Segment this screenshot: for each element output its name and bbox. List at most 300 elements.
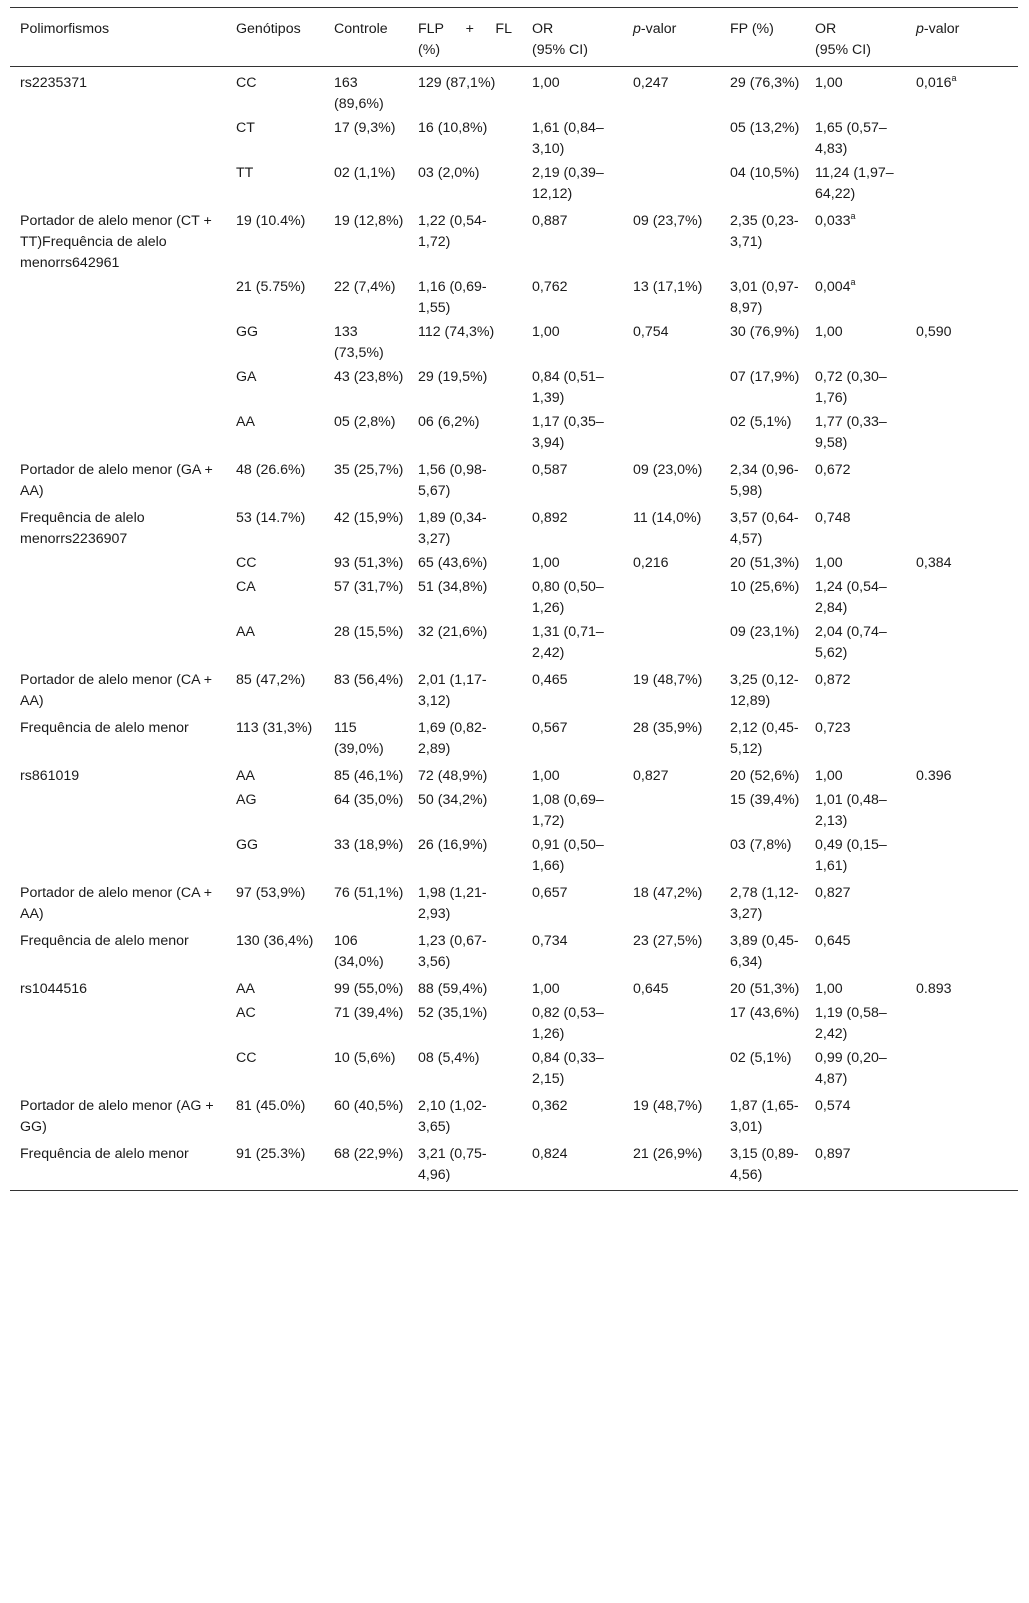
- cell-text: 1,24 (0,54–2,84): [815, 579, 887, 616]
- cell-text: 0,672: [815, 462, 851, 478]
- fp-cell: [720, 1090, 805, 1138]
- p-valor-cell: [623, 550, 720, 574]
- or-cell: [522, 409, 623, 454]
- cell-text: 04 (10,5%): [730, 165, 800, 181]
- cell-text: 11,24 (1,97–64,22): [815, 165, 894, 202]
- cell-text: 13 (17,1%): [633, 279, 703, 295]
- p-valor-cell: [623, 1045, 720, 1090]
- polimorfismo-cell: [10, 574, 226, 619]
- cell-text: 42 (15,9%): [334, 510, 404, 526]
- footnote-marker: a: [850, 211, 856, 221]
- controle-cell: [324, 409, 408, 454]
- cell-text: 0,872: [815, 672, 851, 688]
- table-row: [10, 205, 1018, 274]
- or-cell: [522, 712, 623, 760]
- cell-text: 06 (6,2%): [418, 414, 480, 430]
- p-valor-fp-cell: [906, 1138, 1018, 1191]
- cell-text: 1,01 (0,48–2,13): [815, 792, 887, 829]
- or-cell: [522, 664, 623, 712]
- cell-text: 1,77 (0,33–9,58): [815, 414, 887, 451]
- flp-cell: [408, 619, 522, 664]
- cell-text: 60 (40,5%): [334, 1098, 404, 1114]
- cell-text: CC: [236, 1050, 257, 1066]
- fp-cell: [720, 550, 805, 574]
- cell-text: 1,00: [815, 768, 843, 784]
- or-fp-cell: [805, 787, 906, 832]
- cell-text: TT: [236, 165, 254, 181]
- flp-cell: [408, 832, 522, 877]
- p-valor-cell: [623, 619, 720, 664]
- cell-text: 02 (1,1%): [334, 165, 396, 181]
- cell-text: 0,762: [532, 279, 568, 295]
- or-cell: [522, 550, 623, 574]
- cell-text: 02 (5,1%): [730, 414, 792, 430]
- cell-text: rs861019: [20, 768, 80, 784]
- cell-text: Portador de alelo menor (AG + GG): [20, 1098, 214, 1135]
- cell-text: 05 (2,8%): [334, 414, 396, 430]
- cell-text: 23 (27,5%): [633, 933, 703, 949]
- fp-cell: [720, 502, 805, 550]
- p-valor-cell: [623, 877, 720, 925]
- or-fp-cell: [805, 712, 906, 760]
- header-p2-italic: p: [916, 21, 924, 37]
- controle-cell: [324, 205, 408, 274]
- table-row: [10, 364, 1018, 409]
- cell-text: 16 (10,8%): [418, 120, 488, 136]
- or-fp-cell: [805, 550, 906, 574]
- table-body: [10, 67, 1018, 1191]
- polimorfismo-cell: [10, 1000, 226, 1045]
- cell-text: rs1044516: [20, 981, 88, 997]
- cell-text: 2,35 (0,23-3,71): [730, 213, 799, 250]
- flp-cell: [408, 67, 522, 116]
- cell-text: 0,567: [532, 720, 568, 736]
- controle-cell: [324, 574, 408, 619]
- table-row: [10, 973, 1018, 1000]
- polimorfismo-cell: [10, 973, 226, 1000]
- cell-text: 26 (16,9%): [418, 837, 488, 853]
- genotipo-cell: [226, 67, 324, 116]
- polimorfismo-cell: [10, 1045, 226, 1090]
- table-row: [10, 1090, 1018, 1138]
- polimorfismo-cell: [10, 160, 226, 205]
- p-valor-fp-cell: [906, 877, 1018, 925]
- header-or-2-a: OR: [815, 21, 837, 37]
- cell-text: 20 (51,3%): [730, 555, 800, 571]
- cell-text: 0,587: [532, 462, 568, 478]
- or-fp-cell: [805, 454, 906, 502]
- table-row: [10, 502, 1018, 550]
- or-fp-cell: [805, 160, 906, 205]
- or-fp-cell: [805, 619, 906, 664]
- cell-text: 0,99 (0,20–4,87): [815, 1050, 887, 1087]
- p-valor-fp-cell: [906, 160, 1018, 205]
- flp-cell: [408, 454, 522, 502]
- or-fp-cell: [805, 67, 906, 116]
- header-p2-rest: -valor: [923, 21, 960, 37]
- cell-text: 0,362: [532, 1098, 568, 1114]
- p-valor-cell: [623, 973, 720, 1000]
- or-cell: [522, 574, 623, 619]
- cell-text: GG: [236, 837, 259, 853]
- p-valor-cell: [623, 760, 720, 787]
- fp-cell: [720, 925, 805, 973]
- or-fp-cell: [805, 664, 906, 712]
- fp-cell: [720, 205, 805, 274]
- or-fp-cell: [805, 877, 906, 925]
- cell-text: 07 (17,9%): [730, 369, 800, 385]
- cell-text: GG: [236, 324, 259, 340]
- controle-cell: [324, 877, 408, 925]
- table-row: [10, 664, 1018, 712]
- controle-cell: [324, 712, 408, 760]
- p-valor-fp-cell: [906, 574, 1018, 619]
- p-valor-fp-cell: [906, 973, 1018, 1000]
- polimorfismo-cell: [10, 550, 226, 574]
- fp-cell: [720, 664, 805, 712]
- or-cell: [522, 1138, 623, 1191]
- or-fp-cell: [805, 574, 906, 619]
- flp-cell: [408, 664, 522, 712]
- cell-text: 02 (5,1%): [730, 1050, 792, 1066]
- cell-text: 3,01 (0,97-8,97): [730, 279, 799, 316]
- cell-text: 1,00: [532, 555, 560, 571]
- header-or-1-a: OR: [532, 21, 554, 37]
- p-valor-cell: [623, 925, 720, 973]
- cell-text: 83 (56,4%): [334, 672, 404, 688]
- header-flp-pct: (%): [418, 42, 441, 58]
- cell-text: 0,754: [633, 324, 669, 340]
- polimorfismo-cell: [10, 1138, 226, 1191]
- cell-text: 2,78 (1,12-3,27): [730, 885, 799, 922]
- cell-text: 1,87 (1,65-3,01): [730, 1098, 799, 1135]
- cell-text: 0,384: [916, 555, 952, 571]
- or-cell: [522, 1000, 623, 1045]
- cell-text: 65 (43,6%): [418, 555, 488, 571]
- controle-cell: [324, 925, 408, 973]
- cell-text: AG: [236, 792, 257, 808]
- genotipo-cell: [226, 1000, 324, 1045]
- table-row: [10, 760, 1018, 787]
- footnote-marker: a: [850, 277, 856, 287]
- cell-text: 08 (5,4%): [418, 1050, 480, 1066]
- cell-text: 09 (23,7%): [633, 213, 703, 229]
- cell-text: 1,00: [532, 768, 560, 784]
- cell-text: 1,00: [815, 324, 843, 340]
- cell-text: 76 (51,1%): [334, 885, 404, 901]
- p-valor-cell: [623, 205, 720, 274]
- cell-text: AA: [236, 414, 255, 430]
- flp-cell: [408, 1090, 522, 1138]
- header-or-2: [805, 8, 906, 67]
- cell-text: 28 (35,9%): [633, 720, 703, 736]
- cell-text: 18 (47,2%): [633, 885, 703, 901]
- p-valor-cell: [623, 364, 720, 409]
- flp-cell: [408, 274, 522, 319]
- cell-text: 2,34 (0,96-5,98): [730, 462, 799, 499]
- cell-text: 1,19 (0,58–2,42): [815, 1005, 887, 1042]
- or-fp-cell: [805, 1138, 906, 1191]
- cell-text: 35 (25,7%): [334, 462, 404, 478]
- cell-text: 2,12 (0,45-5,12): [730, 720, 799, 757]
- cell-text: 0,033: [815, 213, 851, 229]
- fp-cell: [720, 115, 805, 160]
- fp-cell: [720, 454, 805, 502]
- cell-text: AA: [236, 981, 255, 997]
- genotipo-cell: [226, 787, 324, 832]
- cell-text: 0,897: [815, 1146, 851, 1162]
- cell-text: 3,21 (0,75-4,96): [418, 1146, 487, 1183]
- polimorfismo-cell: [10, 205, 226, 274]
- table-row: [10, 925, 1018, 973]
- cell-text: 1,00: [815, 981, 843, 997]
- table-row: [10, 160, 1018, 205]
- cell-text: 1,23 (0,67-3,56): [418, 933, 487, 970]
- or-cell: [522, 787, 623, 832]
- controle-cell: [324, 787, 408, 832]
- genotipo-cell: [226, 550, 324, 574]
- polimorfismo-cell: [10, 619, 226, 664]
- or-fp-cell: [805, 1090, 906, 1138]
- fp-cell: [720, 574, 805, 619]
- or-cell: [522, 364, 623, 409]
- cell-text: 1,98 (1,21-2,93): [418, 885, 487, 922]
- cell-text: 09 (23,0%): [633, 462, 703, 478]
- cell-text: 11 (14,0%): [633, 510, 702, 526]
- p-valor-cell: [623, 664, 720, 712]
- cell-text: 0,016: [916, 75, 952, 91]
- genotipo-cell: [226, 409, 324, 454]
- cell-text: 30 (76,9%): [730, 324, 800, 340]
- cell-text: 91 (25.3%): [236, 1146, 306, 1162]
- controle-cell: [324, 364, 408, 409]
- cell-text: AA: [236, 768, 255, 784]
- table-row: [10, 67, 1018, 116]
- or-cell: [522, 67, 623, 116]
- cell-text: 72 (48,9%): [418, 768, 488, 784]
- cell-text: 0,827: [815, 885, 851, 901]
- p-valor-cell: [623, 1000, 720, 1045]
- cell-text: 0,72 (0,30–1,76): [815, 369, 887, 406]
- or-cell: [522, 973, 623, 1000]
- cell-text: 1,00: [815, 555, 843, 571]
- table-row: [10, 409, 1018, 454]
- genotipo-cell: [226, 664, 324, 712]
- polimorfismo-cell: [10, 787, 226, 832]
- or-fp-cell: [805, 760, 906, 787]
- cell-text: 17 (43,6%): [730, 1005, 800, 1021]
- p-valor-fp-cell: [906, 712, 1018, 760]
- controle-cell: [324, 160, 408, 205]
- cell-text: 115 (39,0%): [334, 720, 384, 757]
- polimorfismo-cell: [10, 877, 226, 925]
- polymorphism-table: [10, 7, 1018, 1191]
- controle-cell: [324, 115, 408, 160]
- fp-cell: [720, 409, 805, 454]
- genotipo-cell: [226, 205, 324, 274]
- cell-text: 33 (18,9%): [334, 837, 404, 853]
- cell-text: 130 (36,4%): [236, 933, 314, 949]
- fp-cell: [720, 832, 805, 877]
- or-cell: [522, 1045, 623, 1090]
- p-valor-fp-cell: [906, 115, 1018, 160]
- cell-text: 43 (23,8%): [334, 369, 404, 385]
- cell-text: 0,84 (0,51–1,39): [532, 369, 604, 406]
- header-p-valor-2: [906, 8, 1018, 67]
- cell-text: 1,89 (0,34-3,27): [418, 510, 487, 547]
- controle-cell: [324, 319, 408, 364]
- cell-text: 48 (26.6%): [236, 462, 306, 478]
- header-flp-a: FLP: [418, 21, 445, 37]
- header-p1-italic: p: [633, 21, 641, 37]
- header-or-1: [522, 8, 623, 67]
- genotipo-cell: [226, 1045, 324, 1090]
- cell-text: AA: [236, 624, 255, 640]
- table-row: [10, 574, 1018, 619]
- cell-text: Frequência de alelo menor: [20, 720, 189, 736]
- p-valor-fp-cell: [906, 274, 1018, 319]
- header-flp-plus: +: [465, 21, 474, 37]
- table-row: [10, 1045, 1018, 1090]
- or-fp-cell: [805, 205, 906, 274]
- or-fp-cell: [805, 832, 906, 877]
- or-cell: [522, 115, 623, 160]
- flp-cell: [408, 319, 522, 364]
- table-row: [10, 550, 1018, 574]
- flp-cell: [408, 364, 522, 409]
- cell-text: 99 (55,0%): [334, 981, 404, 997]
- p-valor-fp-cell: [906, 409, 1018, 454]
- cell-text: 2,01 (1,17-3,12): [418, 672, 487, 709]
- fp-cell: [720, 67, 805, 116]
- cell-text: 1,16 (0,69-1,55): [418, 279, 487, 316]
- p-valor-fp-cell: [906, 502, 1018, 550]
- controle-cell: [324, 502, 408, 550]
- p-valor-cell: [623, 319, 720, 364]
- genotipo-cell: [226, 1090, 324, 1138]
- cell-text: 1,00: [532, 75, 560, 91]
- cell-text: 29 (19,5%): [418, 369, 488, 385]
- controle-cell: [324, 1090, 408, 1138]
- cell-text: 05 (13,2%): [730, 120, 800, 136]
- controle-cell: [324, 1138, 408, 1191]
- controle-cell: [324, 832, 408, 877]
- table-row: [10, 832, 1018, 877]
- fp-cell: [720, 364, 805, 409]
- cell-text: 0,645: [633, 981, 669, 997]
- flp-cell: [408, 574, 522, 619]
- cell-text: 1,22 (0,54-1,72): [418, 213, 487, 250]
- cell-text: 1,69 (0,82-2,89): [418, 720, 487, 757]
- cell-text: 0,723: [815, 720, 851, 736]
- fp-cell: [720, 787, 805, 832]
- genotipo-cell: [226, 619, 324, 664]
- p-valor-cell: [623, 67, 720, 116]
- table-row: [10, 1138, 1018, 1191]
- p-valor-cell: [623, 160, 720, 205]
- polimorfismo-cell: [10, 274, 226, 319]
- cell-text: 0,824: [532, 1146, 568, 1162]
- cell-text: 10 (25,6%): [730, 579, 800, 595]
- or-fp-cell: [805, 409, 906, 454]
- or-fp-cell: [805, 925, 906, 973]
- or-fp-cell: [805, 502, 906, 550]
- genotipo-cell: [226, 502, 324, 550]
- p-valor-cell: [623, 115, 720, 160]
- cell-text: Frequência de alelo menorrs2236907: [20, 510, 145, 547]
- polimorfismo-cell: [10, 67, 226, 116]
- p-valor-fp-cell: [906, 319, 1018, 364]
- genotipo-cell: [226, 574, 324, 619]
- cell-text: CC: [236, 555, 257, 571]
- cell-text: 0,574: [815, 1098, 851, 1114]
- cell-text: Frequência de alelo menor: [20, 933, 189, 949]
- polimorfismo-cell: [10, 502, 226, 550]
- cell-text: GA: [236, 369, 257, 385]
- cell-text: 133 (73,5%): [334, 324, 384, 361]
- cell-text: 51 (34,8%): [418, 579, 488, 595]
- cell-text: 28 (15,5%): [334, 624, 404, 640]
- cell-text: 68 (22,9%): [334, 1146, 404, 1162]
- header-polimorfismos: Polimorfismos: [10, 8, 226, 67]
- flp-cell: [408, 787, 522, 832]
- controle-cell: [324, 973, 408, 1000]
- flp-cell: [408, 160, 522, 205]
- p-valor-cell: [623, 712, 720, 760]
- genotipo-cell: [226, 160, 324, 205]
- genotipo-cell: [226, 712, 324, 760]
- or-cell: [522, 1090, 623, 1138]
- p-valor-fp-cell: [906, 454, 1018, 502]
- cell-text: Portador de alelo menor (CT + TT)Frequência de alelo menorrs642961: [20, 213, 212, 271]
- cell-text: 113 (31,3%): [236, 720, 313, 736]
- or-cell: [522, 925, 623, 973]
- cell-text: 0,82 (0,53–1,26): [532, 1005, 604, 1042]
- polimorfismo-cell: [10, 1090, 226, 1138]
- controle-cell: [324, 760, 408, 787]
- or-cell: [522, 760, 623, 787]
- cell-text: 97 (53,9%): [236, 885, 306, 901]
- cell-text: 88 (59,4%): [418, 981, 488, 997]
- fp-cell: [720, 619, 805, 664]
- controle-cell: [324, 664, 408, 712]
- p-valor-cell: [623, 274, 720, 319]
- cell-text: 1,00: [532, 981, 560, 997]
- cell-text: 1,00: [532, 324, 560, 340]
- or-cell: [522, 832, 623, 877]
- cell-text: 106 (34,0%): [334, 933, 384, 970]
- polimorfismo-cell: [10, 409, 226, 454]
- or-fp-cell: [805, 364, 906, 409]
- genotipo-cell: [226, 832, 324, 877]
- p-valor-fp-cell: [906, 664, 1018, 712]
- flp-cell: [408, 925, 522, 973]
- flp-cell: [408, 973, 522, 1000]
- cell-text: AC: [236, 1005, 256, 1021]
- flp-cell: [408, 550, 522, 574]
- cell-text: 129 (87,1%): [418, 75, 496, 91]
- controle-cell: [324, 67, 408, 116]
- p-valor-fp-cell: [906, 925, 1018, 973]
- cell-text: 0,247: [633, 75, 669, 91]
- fp-cell: [720, 1000, 805, 1045]
- cell-text: 19 (48,7%): [633, 1098, 703, 1114]
- genotipo-cell: [226, 760, 324, 787]
- genotipo-cell: [226, 973, 324, 1000]
- polimorfismo-cell: [10, 925, 226, 973]
- cell-text: 0,892: [532, 510, 568, 526]
- table-row: [10, 319, 1018, 364]
